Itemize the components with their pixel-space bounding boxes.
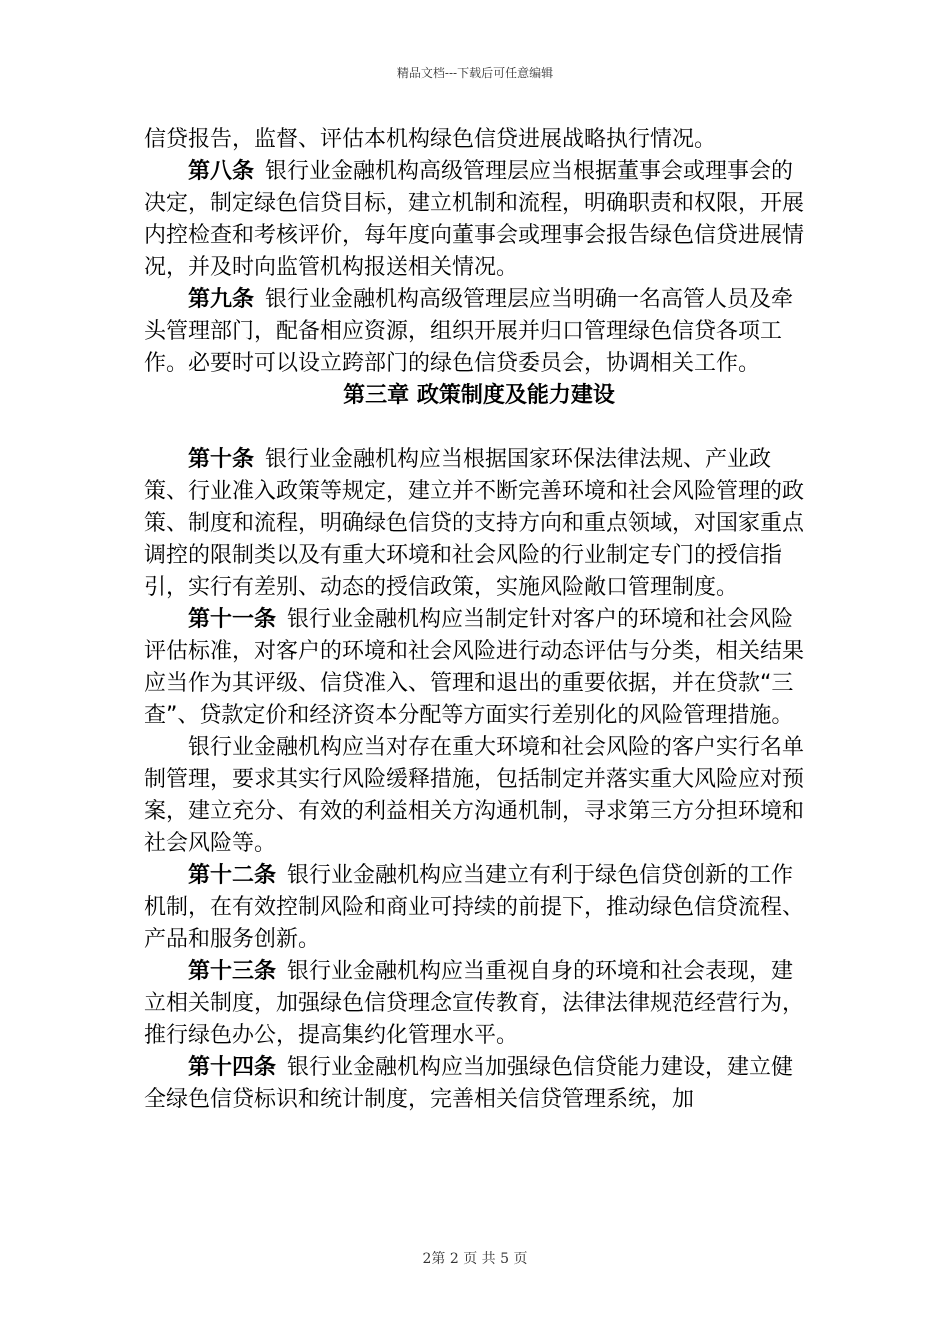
article-text: 银行业金融机构高级管理层应当根据董事会或理事会的决定，制定绿色信贷目标，建立机制和流程，明确职责和权限，开展内控检查和考核评价，每年度向董事会或理事会报告绿色信贷进展情况，并及时向监管机构报送相关情况。 [144,159,805,280]
page-header: 精品文档---下载后可任意编辑 [396,66,554,80]
article-text: 银行业金融机构应当重视自身的环境和社会表现，建立相关制度，加强绿色信贷理念宣传教育，法律法律规范经营行为，推行绿色办公，提高集约化管理水平。 [144,959,805,1048]
article-text: 银行业金融机构应当制定针对客户的环境和社会风险评估标准，对客户的环境和社会风险进行动态评估与分类，相关结果应当作为其评级、信贷准入、管理和退出的重要依据，并在贷款“三查”、贷款定价和经济资本分配等方面实行差别化的风险管理措施。 [144,607,805,728]
article-10 [144,444,814,604]
article-label: 第十四条 [188,1055,277,1080]
article-label: 第十条 [188,447,255,472]
paragraph-plain: 银行业金融机构应当对存在重大环境和社会风险的客户实行名单制管理，要求其实行风险缓释措施，包括制定并落实重大风险应对预案，建立充分、有效的利益相关方沟通机制，寻求第三方分担环境和社会风险等。 [144,735,805,856]
article-label: 第十一条 [188,607,277,632]
chapter-heading: 第三章 政策制度及能力建设 [343,383,615,408]
article-label: 第十二条 [188,863,277,888]
article-text: 银行业金融机构应当根据国家环保法律法规、产业政策、行业准入政策等规定，建立并不断完善环境和社会风险管理的政策、制度和流程，明确绿色信贷的支持方向和重点领域，对国家重点调控的限制类以及有重大环境和社会风险的行业制定专门的授信指引，实行有差别、动态的授信政策，实施风险敞口管理制度。 [144,447,805,600]
article-14 [144,1052,814,1116]
paragraph-continuation: 信贷报告，监督、评估本机构绿色信贷进展战略执行情况。 [144,127,717,152]
article-label: 第十三条 [188,959,277,984]
article-text: 银行业金融机构应当建立有利于绿色信贷创新的工作机制，在有效控制风险和商业可持续的前提下，推动绿色信贷流程、产品和服务创新。 [144,863,805,952]
article-12 [144,860,814,956]
article-9 [144,284,814,380]
article-11 [144,604,814,732]
article-text: 银行业金融机构高级管理层应当明确一名高管人员及牵头管理部门，配备相应资源，组织开展并归口管理绿色信贷各项工作。必要时可以设立跨部门的绿色信贷委员会，协调相关工作。 [144,287,794,376]
article-label: 第八条 [188,159,255,184]
article-label: 第九条 [188,287,255,312]
page-footer: 2第 2 页 共 5 页 [422,1251,528,1267]
document-body [144,124,814,1116]
article-text: 银行业金融机构应当加强绿色信贷能力建设，建立健全绿色信贷标识和统计制度，完善相关信贷管理系统，加 [144,1055,794,1112]
article-8 [144,156,814,284]
article-13 [144,956,814,1052]
